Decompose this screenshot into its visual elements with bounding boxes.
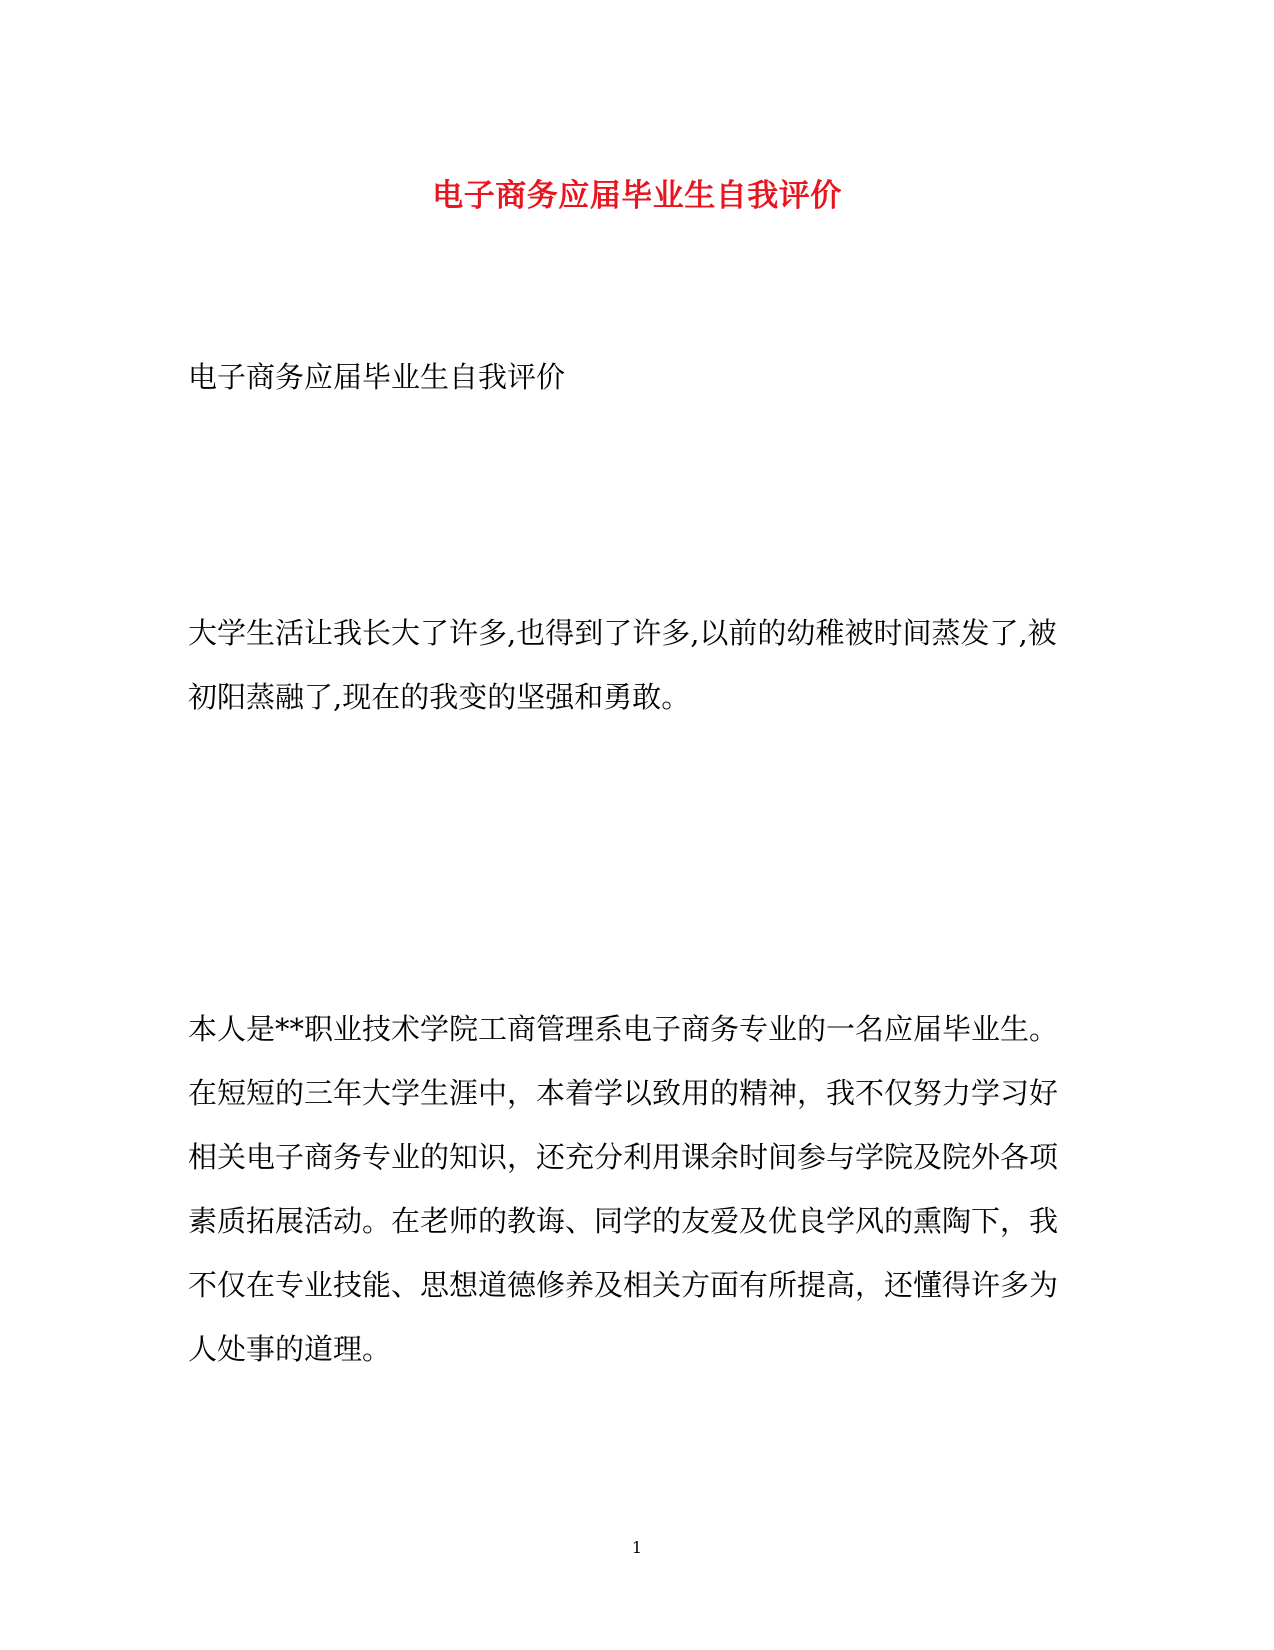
paragraph-line: 不仅在专业技能、思想道德修养及相关方面有所提高，还懂得许多为 xyxy=(188,1268,1059,1302)
document-title: 电子商务应届毕业生自我评价 xyxy=(432,178,842,214)
paragraph-1 xyxy=(188,601,1088,729)
paragraph-line: 人处事的道理。 xyxy=(188,1332,392,1366)
paragraph-line: 素质拓展活动。在老师的教诲、同学的友爱及优良学风的熏陶下，我 xyxy=(188,1204,1059,1238)
document-subtitle: 电子商务应届毕业生自我评价 xyxy=(188,360,566,394)
paragraph-line: 相关电子商务专业的知识，还充分利用课余时间参与学院及院外各项 xyxy=(188,1140,1059,1174)
paragraph-line: 大学生活让我长大了许多,也得到了许多,以前的幼稚被时间蒸发了,被 xyxy=(188,616,1057,650)
paragraph-line: 本人是**职业技术学院工商管理系电子商务专业的一名应届毕业生。 xyxy=(188,1012,1059,1046)
paragraph-line: 初阳蒸融了,现在的我变的坚强和勇敢。 xyxy=(188,680,691,714)
paragraph-line: 在短短的三年大学生涯中，本着学以致用的精神，我不仅努力学习好 xyxy=(188,1076,1059,1110)
paragraph-2 xyxy=(188,997,1088,1381)
page-number: 1 xyxy=(631,1538,643,1557)
